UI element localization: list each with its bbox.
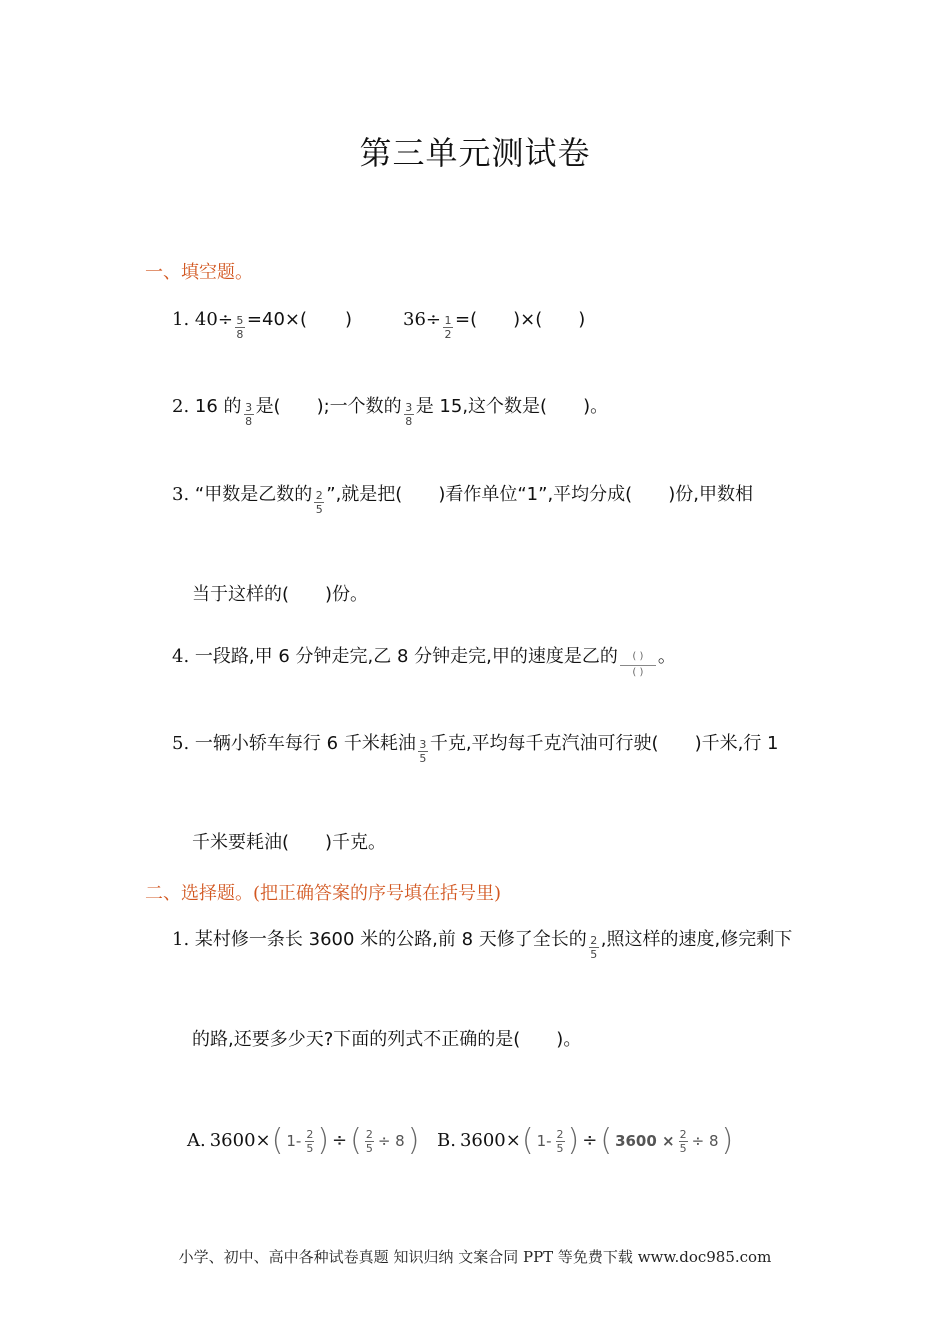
paren-open: (: [521, 1123, 534, 1158]
expr-number: 3600×: [209, 1130, 271, 1151]
numerator: 5: [236, 314, 244, 327]
numerator: 2: [679, 1127, 687, 1141]
fraction-2-5: [588, 926, 600, 961]
paren-close: ): [578, 309, 586, 330]
text: );一个数的: [316, 396, 402, 417]
option-label: B.: [437, 1130, 456, 1151]
numerator: 2: [306, 1127, 314, 1141]
text: )看作单位“1”,平均分成(: [438, 484, 633, 505]
text: 某村修一条长 3600 米的公路,前 8 天修了全长的: [194, 929, 587, 950]
option-b: [437, 1123, 734, 1158]
denominator: 5: [419, 752, 427, 765]
fraction-bar: [620, 665, 656, 666]
fraction-3-5: [417, 730, 429, 765]
denominator: 5: [306, 1141, 314, 1155]
denominator-blank: ( ): [632, 667, 644, 678]
denominator: 5: [315, 503, 323, 516]
text: 的路,还要多少天?下面的列式不正确的是(: [192, 1029, 521, 1050]
numerator: 3: [405, 401, 413, 414]
fraction-2-5: [556, 1129, 565, 1154]
expr-a-right: =40×(: [246, 309, 308, 330]
expr-text: 3600 ×: [615, 1132, 675, 1150]
question-number: 4.: [172, 646, 190, 667]
text: 。: [657, 646, 676, 667]
numerator: 2: [590, 934, 598, 947]
question-number: 5.: [172, 733, 190, 754]
text: 16 的: [194, 396, 242, 417]
denominator: 8: [245, 415, 253, 428]
expr-b-mid: )×(: [513, 309, 543, 330]
denominator: 5: [556, 1141, 564, 1155]
section-heading-multiple-choice: 二、选择题。(把正确答案的序号填在括号里): [145, 883, 502, 904]
numerator: 2: [315, 489, 323, 502]
denominator: 5: [679, 1141, 687, 1155]
text: 一段路,甲 6 分钟走完,乙 8 分钟走完,甲的速度是乙的: [194, 646, 618, 667]
question-1-3-line2: [192, 581, 368, 609]
numerator: 3: [245, 401, 253, 414]
question-1-3: [172, 481, 753, 516]
text: )。: [556, 1029, 582, 1050]
text: ”,就是把(: [326, 484, 403, 505]
paren-close: ): [407, 1123, 420, 1158]
denominator: 5: [590, 948, 598, 961]
text: )千米,行 1: [694, 733, 779, 754]
text: 是 15,这个数是(: [415, 396, 548, 417]
fraction-3-8: [403, 393, 415, 428]
question-1-2: [172, 393, 609, 428]
denominator: 5: [365, 1141, 373, 1155]
divide-sign: ÷: [582, 1130, 598, 1151]
question-2-1-line2: [192, 1026, 581, 1054]
numerator-blank: ( ): [632, 651, 644, 662]
page-footer: 小学、初中、高中各种试卷真题 知识归纳 文案合同 PPT 等免费下载 www.doc985.com: [178, 1248, 772, 1266]
fraction-2-5: [365, 1129, 374, 1154]
option-a: [187, 1123, 420, 1158]
option-label: A.: [187, 1130, 206, 1151]
option-a-expression: [271, 1123, 421, 1158]
numerator: 2: [365, 1127, 373, 1141]
expr-text: ÷ 8: [691, 1132, 719, 1150]
text: 千克,平均每千克汽油可行驶(: [429, 733, 659, 754]
question-1-1b: [403, 306, 586, 341]
expr-number: 3600×: [459, 1130, 521, 1151]
expr-text: 1-: [536, 1132, 552, 1150]
paren-close: ): [721, 1123, 734, 1158]
expr-a-left: 40÷: [194, 309, 233, 330]
question-number: 1.: [172, 309, 190, 330]
paren-open: (: [600, 1123, 613, 1158]
expr-b-left: 36÷: [403, 309, 441, 330]
text: )。: [583, 396, 609, 417]
divide-sign: ÷: [332, 1130, 348, 1151]
fraction-2-5: [313, 481, 325, 516]
paren-open: (: [271, 1123, 284, 1158]
text: 千米要耗油(: [192, 832, 290, 853]
text: 是(: [255, 396, 281, 417]
blank-fraction: [618, 643, 658, 678]
numerator: 2: [556, 1127, 564, 1141]
text: ,照这样的速度,修完剩下: [600, 929, 793, 950]
text: “甲数是乙数的: [194, 484, 313, 505]
question-number: 1.: [172, 929, 190, 950]
question-number: 2.: [172, 396, 190, 417]
fraction-2-5: [305, 1129, 314, 1154]
text: )千克。: [325, 832, 387, 853]
numerator: 3: [419, 738, 427, 751]
text: 当于这样的(: [192, 584, 290, 605]
fraction-1-2: [442, 306, 454, 341]
text: 一辆小轿车每行 6 千米耗油: [194, 733, 416, 754]
question-1-5: [172, 730, 779, 765]
section-heading-fill-in: 一、填空题。: [145, 262, 253, 283]
paren-open: (: [350, 1123, 362, 1158]
option-b-expression: [521, 1123, 734, 1158]
expr-text: 1-: [286, 1132, 302, 1150]
fraction-3-8: [243, 393, 255, 428]
numerator: 1: [444, 314, 452, 327]
page-title: 第三单元测试卷: [359, 134, 591, 172]
denominator: 8: [236, 328, 244, 341]
paren-close: ): [345, 309, 353, 330]
expr-text: ÷ 8: [377, 1132, 405, 1150]
expr-b-right: =(: [455, 309, 478, 330]
fraction-2-5: [679, 1129, 688, 1154]
paren-close: ): [567, 1123, 580, 1158]
question-1-4: [172, 643, 676, 678]
question-1-1: [172, 306, 353, 341]
fraction-5-8: [234, 306, 246, 341]
paren-close: ): [317, 1123, 330, 1158]
question-2-1: [172, 926, 793, 961]
question-1-5-line2: [192, 829, 386, 857]
question-number: 3.: [172, 484, 190, 505]
denominator: 8: [405, 415, 413, 428]
text: )份,甲数相: [668, 484, 753, 505]
text: )份。: [325, 584, 369, 605]
denominator: 2: [444, 328, 452, 341]
